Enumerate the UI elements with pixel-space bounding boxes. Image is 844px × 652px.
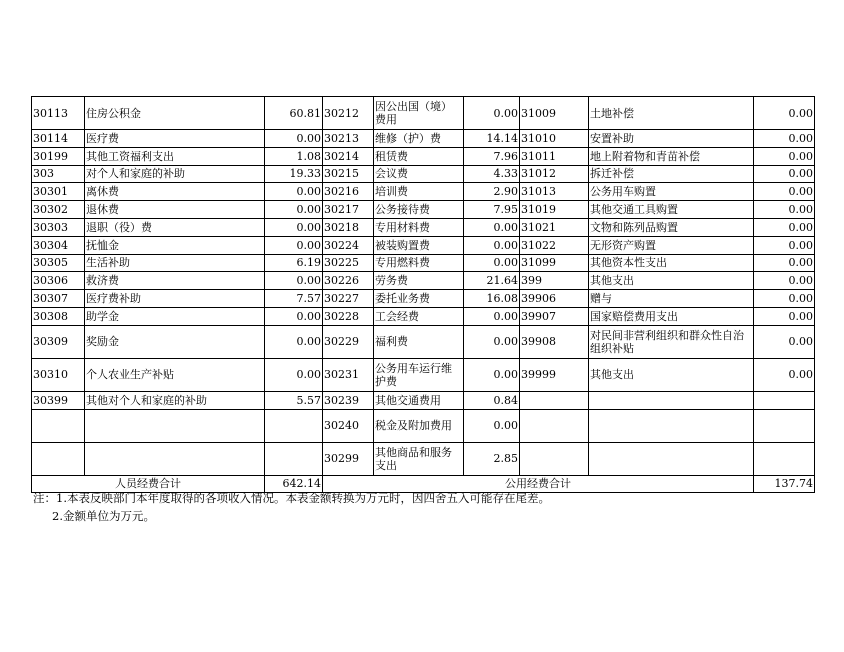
cell-name-group1 bbox=[85, 409, 265, 442]
cell-amount-group1: 60.81 bbox=[265, 97, 323, 130]
cell-amount-group3: 0.00 bbox=[754, 97, 815, 130]
cell-code-group3: 39999 bbox=[520, 358, 589, 391]
cell-amount-group2: 0.00 bbox=[464, 236, 520, 254]
cell-code-group2: 30228 bbox=[323, 307, 374, 325]
table-row bbox=[32, 97, 815, 130]
cell-name-group2: 租赁费 bbox=[374, 147, 464, 165]
cell-name-group3: 国家赔偿费用支出 bbox=[589, 307, 754, 325]
table-row bbox=[32, 147, 815, 165]
cell-amount-group3 bbox=[754, 409, 815, 442]
cell-name-group1: 住房公积金 bbox=[85, 97, 265, 130]
cell-amount-group2: 0.00 bbox=[464, 325, 520, 358]
cell-code-group3: 399 bbox=[520, 272, 589, 290]
cell-name-group2: 税金及附加费用 bbox=[374, 409, 464, 442]
cell-amount-group3 bbox=[754, 391, 815, 409]
cell-name-group3: 地上附着物和青苗补偿 bbox=[589, 147, 754, 165]
cell-amount-group3: 0.00 bbox=[754, 272, 815, 290]
cell-name-group2: 维修（护）费 bbox=[374, 130, 464, 148]
cell-amount-group3: 0.00 bbox=[754, 165, 815, 183]
personnel-total-label: 人员经费合计 bbox=[32, 475, 265, 492]
cell-code-group2: 30218 bbox=[323, 218, 374, 236]
cell-amount-group1: 0.00 bbox=[265, 236, 323, 254]
cell-name-group1: 奖励金 bbox=[85, 325, 265, 358]
cell-code-group2: 30299 bbox=[323, 442, 374, 475]
cell-name-group3: 其他资本性支出 bbox=[589, 254, 754, 272]
cell-name-group2: 劳务费 bbox=[374, 272, 464, 290]
cell-name-group1: 退职（役）费 bbox=[85, 218, 265, 236]
cell-code-group3: 31012 bbox=[520, 165, 589, 183]
cell-amount-group1: 0.00 bbox=[265, 358, 323, 391]
cell-code-group2: 30215 bbox=[323, 165, 374, 183]
cell-code-group2: 30240 bbox=[323, 409, 374, 442]
cell-amount-group1: 1.08 bbox=[265, 147, 323, 165]
note-line-1: 注：1.本表反映部门本年度取得的各项收入情况。本表金额转换为万元时，因四舍五入可能存在尾差。 bbox=[33, 491, 550, 505]
cell-code-group1: 30399 bbox=[32, 391, 85, 409]
cell-name-group1: 退休费 bbox=[85, 201, 265, 219]
cell-amount-group3: 0.00 bbox=[754, 325, 815, 358]
cell-amount-group2: 7.95 bbox=[464, 201, 520, 219]
notes bbox=[33, 489, 550, 525]
cell-code-group2: 30231 bbox=[323, 358, 374, 391]
cell-amount-group1 bbox=[265, 409, 323, 442]
table-row bbox=[32, 218, 815, 236]
cell-code-group1: 30305 bbox=[32, 254, 85, 272]
cell-name-group3: 土地补偿 bbox=[589, 97, 754, 130]
cell-name-group1: 对个人和家庭的补助 bbox=[85, 165, 265, 183]
note-line-2: 2.金额单位为万元。 bbox=[52, 509, 155, 523]
cell-code-group1: 30306 bbox=[32, 272, 85, 290]
cell-amount-group2: 7.96 bbox=[464, 147, 520, 165]
cell-code-group2: 30225 bbox=[323, 254, 374, 272]
cell-code-group3: 31013 bbox=[520, 183, 589, 201]
cell-code-group2: 30224 bbox=[323, 236, 374, 254]
cell-amount-group3: 0.00 bbox=[754, 147, 815, 165]
cell-name-group2: 专用材料费 bbox=[374, 218, 464, 236]
cell-name-group2: 其他交通费用 bbox=[374, 391, 464, 409]
cell-name-group2: 工会经费 bbox=[374, 307, 464, 325]
cell-code-group1: 30114 bbox=[32, 130, 85, 148]
cell-code-group2: 30217 bbox=[323, 201, 374, 219]
cell-code-group1: 30113 bbox=[32, 97, 85, 130]
cell-amount-group1 bbox=[265, 442, 323, 475]
table-row bbox=[32, 130, 815, 148]
cell-code-group2: 30216 bbox=[323, 183, 374, 201]
cell-code-group3: 31099 bbox=[520, 254, 589, 272]
cell-amount-group1: 0.00 bbox=[265, 307, 323, 325]
cell-code-group2: 30226 bbox=[323, 272, 374, 290]
cell-name-group1 bbox=[85, 442, 265, 475]
cell-code-group1: 30309 bbox=[32, 325, 85, 358]
cell-amount-group1: 0.00 bbox=[265, 325, 323, 358]
table-row bbox=[32, 307, 815, 325]
cell-name-group3 bbox=[589, 391, 754, 409]
cell-amount-group2: 14.14 bbox=[464, 130, 520, 148]
cell-name-group1: 个人农业生产补贴 bbox=[85, 358, 265, 391]
cell-amount-group2: 4.33 bbox=[464, 165, 520, 183]
cell-name-group2: 其他商品和服务支出 bbox=[374, 442, 464, 475]
cell-code-group3: 39907 bbox=[520, 307, 589, 325]
cell-amount-group1: 19.33 bbox=[265, 165, 323, 183]
cell-name-group3: 公务用车购置 bbox=[589, 183, 754, 201]
cell-name-group1: 其他对个人和家庭的补助 bbox=[85, 391, 265, 409]
cell-name-group2: 公务接待费 bbox=[374, 201, 464, 219]
cell-name-group2: 福利费 bbox=[374, 325, 464, 358]
cell-amount-group2: 0.00 bbox=[464, 97, 520, 130]
table-row bbox=[32, 391, 815, 409]
cell-code-group2: 30212 bbox=[323, 97, 374, 130]
public-total-value: 137.74 bbox=[754, 475, 815, 492]
cell-code-group3: 31019 bbox=[520, 201, 589, 219]
cell-amount-group2: 0.00 bbox=[464, 409, 520, 442]
cell-name-group2: 专用燃料费 bbox=[374, 254, 464, 272]
cell-name-group1: 救济费 bbox=[85, 272, 265, 290]
cell-name-group3: 赠与 bbox=[589, 290, 754, 308]
table-row bbox=[32, 201, 815, 219]
cell-code-group3: 31011 bbox=[520, 147, 589, 165]
cell-amount-group2: 16.08 bbox=[464, 290, 520, 308]
cell-amount-group3: 0.00 bbox=[754, 218, 815, 236]
cell-amount-group3: 0.00 bbox=[754, 290, 815, 308]
cell-amount-group2: 0.00 bbox=[464, 218, 520, 236]
cell-name-group3: 无形资产购置 bbox=[589, 236, 754, 254]
cell-code-group3: 31022 bbox=[520, 236, 589, 254]
cell-name-group2: 公务用车运行维护费 bbox=[374, 358, 464, 391]
cell-amount-group3: 0.00 bbox=[754, 254, 815, 272]
cell-code-group1: 30302 bbox=[32, 201, 85, 219]
cell-amount-group2: 0.00 bbox=[464, 254, 520, 272]
cell-amount-group1: 0.00 bbox=[265, 218, 323, 236]
cell-amount-group3: 0.00 bbox=[754, 201, 815, 219]
cell-name-group3: 文物和陈列品购置 bbox=[589, 218, 754, 236]
cell-name-group1: 离休费 bbox=[85, 183, 265, 201]
cell-name-group1: 抚恤金 bbox=[85, 236, 265, 254]
cell-amount-group2: 0.00 bbox=[464, 358, 520, 391]
cell-code-group3: 39908 bbox=[520, 325, 589, 358]
cell-amount-group2: 0.00 bbox=[464, 307, 520, 325]
cell-name-group3 bbox=[589, 409, 754, 442]
table-row bbox=[32, 325, 815, 358]
cell-code-group3 bbox=[520, 442, 589, 475]
cell-amount-group1: 0.00 bbox=[265, 183, 323, 201]
table-body bbox=[32, 97, 815, 493]
table-row bbox=[32, 358, 815, 391]
cell-code-group1: 30310 bbox=[32, 358, 85, 391]
table-row bbox=[32, 442, 815, 475]
cell-code-group1: 30199 bbox=[32, 147, 85, 165]
cell-name-group2: 培训费 bbox=[374, 183, 464, 201]
cell-code-group3: 31009 bbox=[520, 97, 589, 130]
table-row bbox=[32, 272, 815, 290]
cell-amount-group3 bbox=[754, 442, 815, 475]
cell-code-group1: 303 bbox=[32, 165, 85, 183]
cell-name-group3: 安置补助 bbox=[589, 130, 754, 148]
cell-name-group1: 助学金 bbox=[85, 307, 265, 325]
cell-name-group3 bbox=[589, 442, 754, 475]
cell-code-group1 bbox=[32, 442, 85, 475]
cell-name-group1: 医疗费补助 bbox=[85, 290, 265, 308]
public-total-label: 公用经费合计 bbox=[323, 475, 754, 492]
cell-amount-group2: 2.85 bbox=[464, 442, 520, 475]
cell-code-group1: 30301 bbox=[32, 183, 85, 201]
cell-name-group3: 对民间非营利组织和群众性自治组织补贴 bbox=[589, 325, 754, 358]
cell-name-group3: 其他支出 bbox=[589, 358, 754, 391]
cell-code-group2: 30229 bbox=[323, 325, 374, 358]
cell-name-group1: 其他工资福利支出 bbox=[85, 147, 265, 165]
cell-code-group1: 30308 bbox=[32, 307, 85, 325]
cell-code-group2: 30213 bbox=[323, 130, 374, 148]
cell-amount-group3: 0.00 bbox=[754, 130, 815, 148]
cell-amount-group1: 0.00 bbox=[265, 130, 323, 148]
cell-code-group1: 30304 bbox=[32, 236, 85, 254]
cell-amount-group2: 2.90 bbox=[464, 183, 520, 201]
cell-code-group3: 39906 bbox=[520, 290, 589, 308]
cell-name-group3: 其他交通工具购置 bbox=[589, 201, 754, 219]
table-row bbox=[32, 165, 815, 183]
cell-name-group3: 拆迁补偿 bbox=[589, 165, 754, 183]
cell-code-group2: 30227 bbox=[323, 290, 374, 308]
cell-name-group1: 生活补助 bbox=[85, 254, 265, 272]
cell-amount-group1: 7.57 bbox=[265, 290, 323, 308]
cell-amount-group1: 6.19 bbox=[265, 254, 323, 272]
cell-amount-group1: 5.57 bbox=[265, 391, 323, 409]
cell-code-group3: 31021 bbox=[520, 218, 589, 236]
cell-amount-group2: 21.64 bbox=[464, 272, 520, 290]
cell-name-group3: 其他支出 bbox=[589, 272, 754, 290]
cell-code-group1: 30307 bbox=[32, 290, 85, 308]
cell-amount-group3: 0.00 bbox=[754, 358, 815, 391]
table-row bbox=[32, 290, 815, 308]
cell-amount-group1: 0.00 bbox=[265, 201, 323, 219]
cell-amount-group3: 0.00 bbox=[754, 236, 815, 254]
cell-name-group2: 委托业务费 bbox=[374, 290, 464, 308]
cell-code-group2: 30214 bbox=[323, 147, 374, 165]
cell-code-group3 bbox=[520, 391, 589, 409]
cell-code-group1: 30303 bbox=[32, 218, 85, 236]
cell-name-group2: 因公出国（境）费用 bbox=[374, 97, 464, 130]
table-row bbox=[32, 409, 815, 442]
cell-name-group2: 会议费 bbox=[374, 165, 464, 183]
table-row bbox=[32, 183, 815, 201]
cell-amount-group3: 0.00 bbox=[754, 307, 815, 325]
cell-name-group1: 医疗费 bbox=[85, 130, 265, 148]
cell-code-group1 bbox=[32, 409, 85, 442]
table-row bbox=[32, 236, 815, 254]
personnel-total-value: 642.14 bbox=[265, 475, 323, 492]
cell-amount-group3: 0.00 bbox=[754, 183, 815, 201]
cell-code-group3 bbox=[520, 409, 589, 442]
cell-amount-group2: 0.84 bbox=[464, 391, 520, 409]
cell-name-group2: 被装购置费 bbox=[374, 236, 464, 254]
cell-amount-group1: 0.00 bbox=[265, 272, 323, 290]
cell-code-group2: 30239 bbox=[323, 391, 374, 409]
expenditure-table bbox=[31, 96, 815, 493]
cell-code-group3: 31010 bbox=[520, 130, 589, 148]
table-row bbox=[32, 254, 815, 272]
